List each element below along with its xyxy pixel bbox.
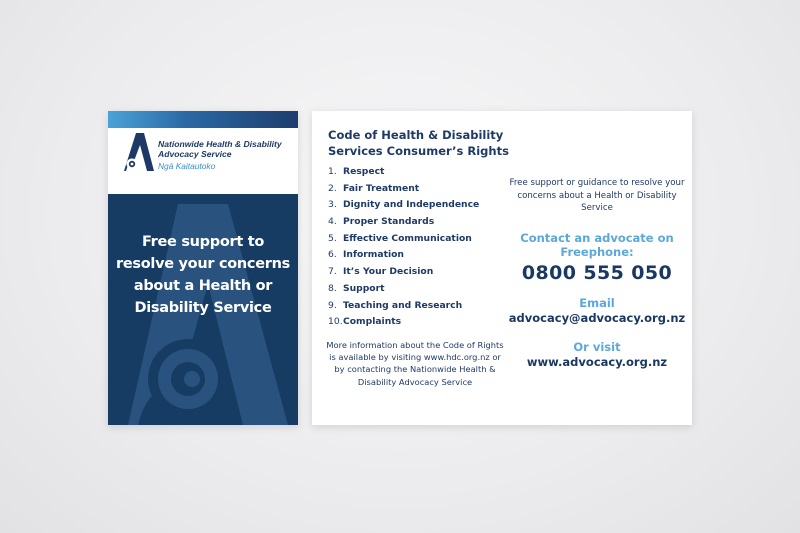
free-support-text: Free support or guidance to resolve your concerns about a Health or Disability Service — [509, 178, 685, 213]
list-item: 6. Information — [328, 249, 404, 261]
list-item: 7. It’s Your Decision — [328, 266, 434, 278]
list-item: 9. Teaching and Research — [328, 299, 463, 311]
org-name: Nationwide Health & Disability Advocacy Service — [158, 139, 282, 159]
email-address: advocacy@advocacy.org.nz — [508, 310, 686, 325]
list-item: 1. Respect — [328, 166, 385, 177]
list-item: 3. Dignity and Independence — [328, 199, 480, 211]
contact-column — [508, 177, 686, 369]
back-card — [312, 111, 692, 425]
front-card — [108, 111, 298, 425]
list-item: 4. Proper Standards — [328, 216, 435, 228]
list-item: 10.Complaints — [328, 316, 402, 328]
contact-label: Contact an advocate on Freephone: — [520, 230, 674, 259]
org-subtitle: Ngā Kaitautoko — [158, 161, 216, 171]
list-item: 8. Support — [328, 282, 385, 294]
gradient-top-bar — [108, 111, 298, 128]
phone-number: 0800 555 050 — [521, 261, 673, 284]
more-info-text: More information about the Code of Rights is available by visiting www.hdc.org.nz or by contacting the Nationwide Health & Disability Advocacy Service — [326, 340, 504, 387]
stylized-A-koru-logo-icon — [120, 131, 156, 173]
visit-label: Or visit — [573, 339, 621, 354]
list-item: 5. Effective Communication — [328, 232, 472, 244]
email-label: Email — [579, 295, 615, 310]
headline: Free support to resolve your concerns about a Health or Disability Service — [116, 234, 290, 316]
list-item: 2. Fair Treatment — [328, 182, 420, 194]
website-url: www.advocacy.org.nz — [526, 354, 668, 369]
code-title: Code of Health & Disability Services Consumer’s Rights — [328, 128, 509, 158]
rights-list — [328, 164, 479, 331]
